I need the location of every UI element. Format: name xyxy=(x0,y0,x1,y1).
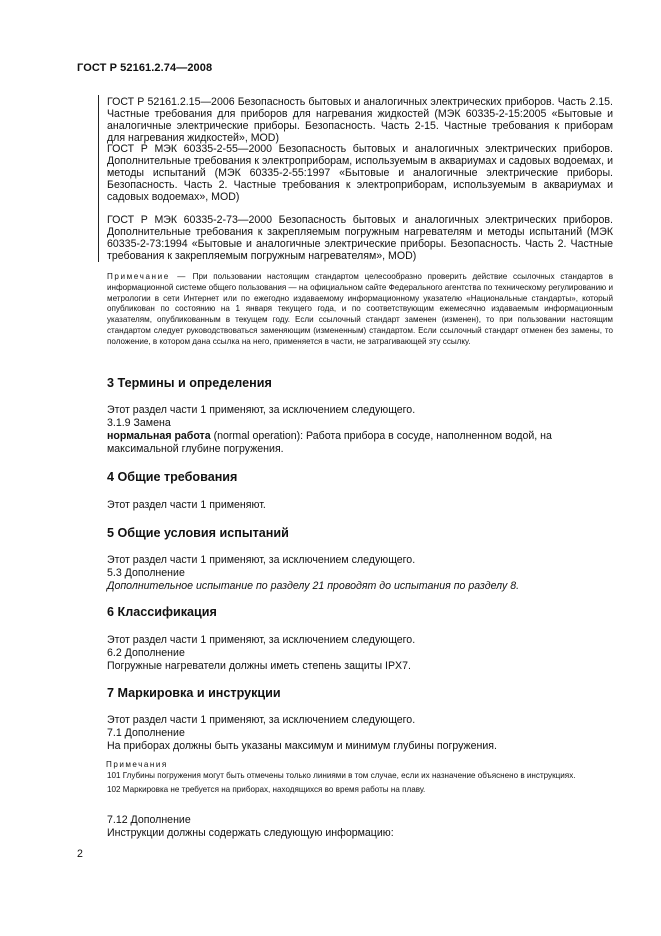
normative-note: Примечание — При пользовании настоящим стандартом целесообразно проверить действие ссылочных стандартов в информационной системе общего пользования — на официальном сайте Федерального агентства по техническому регулированию и метрологии в сети Интернет или по ежегодно издаваемому информационному указателю «Национальные стандарты», который опубликован по состоянию на 1 января текущего года, и по соответствующим ежемесячно издаваемым информационным указателям, опубликованным в текущем году. Если ссылочный стандарт заменен (изменен), то при пользовании настоящим стандартом следует руководствоваться заменяющим (измененным) стандартом. Если ссылочный стандарт отменен без замены, то положение, в котором дана ссылка на него, применяется в части, не затрагивающей эту ссылку. xyxy=(107,272,614,346)
section-7-continued: 7.12 Дополнение Инструкции должны содержать следующую информацию: xyxy=(107,814,394,839)
section-5-heading: 5 Общие условия испытаний xyxy=(107,526,289,540)
reference-item: ГОСТ Р МЭК 60335-2-73—2000 Безопасность бытовых и аналогичных электрических приборов. Дополнительные требования к закрепляемым погружным нагревателям и методы испытаний (МЭК 60335-2-73:1994 «Бытовые и аналогичные электрические приборы. Безопасность. Часть 2. Частные требования к закрепляемым погружным нагревателям», MOD) xyxy=(107,214,613,262)
section-7-body: Этот раздел части 1 применяют, за исключением следующего. 7.1 Дополнение На приборах должны быть указаны максимум и минимум глубины погружения. xyxy=(107,714,497,752)
reference-item: ГОСТ Р МЭК 60335-2-55—2000 Безопасность бытовых и аналогичных электрических приборов. Дополнительные требования к электроприборам, используемым в аквариумах и садовых водоемах, и методы испытаний (МЭК 60335-2-55:1997 «Бытовые и аналогичные электрические приборы. Безопасность. Часть 2. Частные требования к электроприборам, используемым в аквариумах и садовых водоемах», MOD) xyxy=(107,143,613,203)
section-7-notes: Примечания 101 Глубины погружения могут быть отмечены только линиями в том случае, если их назначение объяснено в инструкциях. 102 Маркировка не требуется на приборах, находящихся во время работы на плаву. xyxy=(106,760,576,794)
section-4-heading: 4 Общие требования xyxy=(107,470,238,484)
section-3-heading: 3 Термины и определения xyxy=(107,376,272,390)
definition: нормальная работа (normal operation): Работа прибора в сосуде, наполненном водой, на максимальной глубине погружения. xyxy=(107,430,552,455)
document-header: ГОСТ Р 52161.2.74—2008 xyxy=(77,62,213,74)
section-7-heading: 7 Маркировка и инструкции xyxy=(107,686,281,700)
section-4-body: Этот раздел части 1 применяют. xyxy=(107,499,266,511)
change-bar xyxy=(98,95,99,262)
section-3-body: Этот раздел части 1 применяют, за исключением следующего. 3.1.9 Замена нормальная работа (normal operation): Работа прибора в сосуде, наполненном водой, на максимальной глубине погружения. xyxy=(107,404,613,456)
reference-item: ГОСТ Р 52161.2.15—2006 Безопасность бытовых и аналогичных электрических приборов. Часть 2.15. Частные требования для приборов для нагревания жидкостей (МЭК 60335-2-15:2005 «Бытовые и аналогичные электрические приборы. Безопасность. Часть 2-15. Частные требования к приборам для нагревания жидкостей», MOD) xyxy=(107,96,613,144)
section-6-heading: 6 Классификация xyxy=(107,605,217,619)
page-number: 2 xyxy=(77,848,83,860)
section-6-body: Этот раздел части 1 применяют, за исключением следующего. 6.2 Дополнение Погружные нагреватели должны иметь степень защиты IPX7. xyxy=(107,634,416,672)
section-5-body: Этот раздел части 1 применяют, за исключением следующего. 5.3 Дополнение Дополнительное испытание по разделу 21 проводят до испытания по разделу 8. xyxy=(107,554,520,592)
